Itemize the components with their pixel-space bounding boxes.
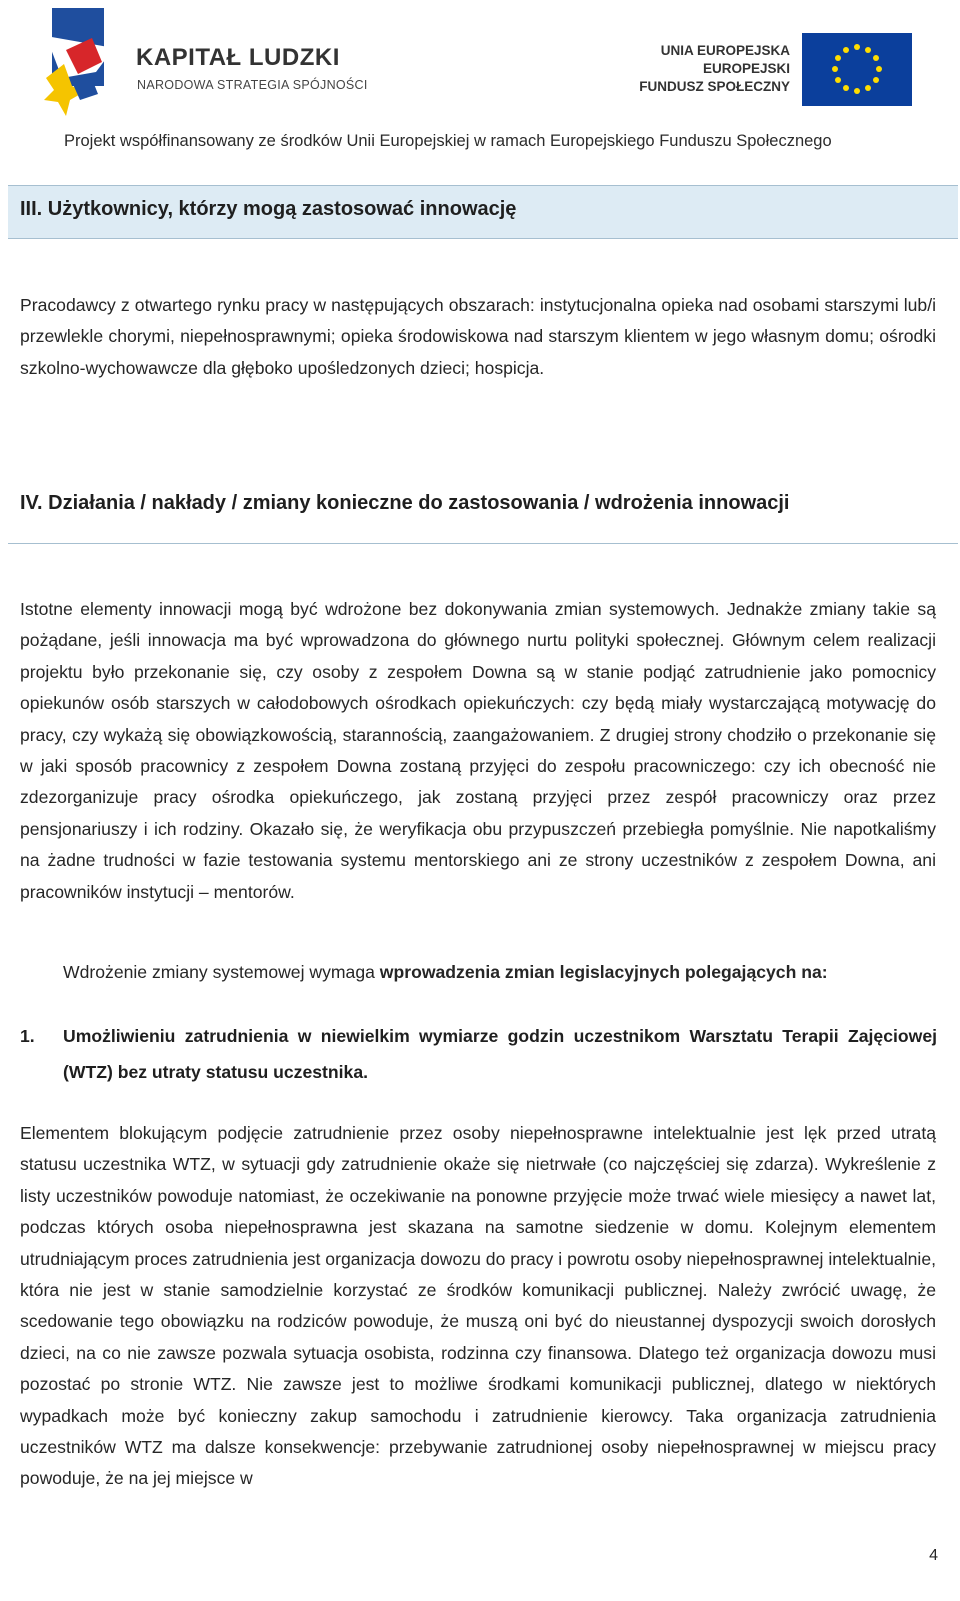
kapital-ludzki-title: KAPITAŁ LUDZKI bbox=[136, 44, 340, 71]
section-4-intro-bold: wprowadzenia zmian legislacyjnych polegających na: bbox=[379, 962, 828, 982]
section-4-intro bbox=[63, 957, 943, 988]
ue-line-1: UNIA EUROPEJSKA bbox=[660, 43, 790, 58]
section-4-title: IV. Działania / nakłady / zmiany konieczne do zastosowania / wdrożenia innowacji bbox=[20, 492, 790, 514]
kapital-ludzki-subtitle: NARODOWA STRATEGIA SPÓJNOŚCI bbox=[137, 78, 368, 92]
ue-line-2: EUROPEJSKI bbox=[702, 61, 790, 76]
project-cofinancing-line: Projekt współfinansowany ze środków Unii Europejskiej w ramach Europejskiego Funduszu Społecznego bbox=[64, 132, 832, 150]
page-number: 4 bbox=[929, 1547, 938, 1564]
eu-fund-label bbox=[639, 42, 790, 96]
section-4-paragraph-1: Istotne elementy innowacji mogą być wdrożone bez dokonywania zmian systemowych. Jednakże zmiany takie są pożądane, jeśli innowacja ma być wprowadzona do głównego nurtu polityki społecznej. Głównym celem realizacji projektu było przekonanie się, czy osoby z zespołem Downa są w stanie podjąć zatrudnienie jako pomocnicy opiekunów osób starszych w całodobowych ośrodkach opiekuńczych: czy będą miały wystarczającą motywację do pracy, czy wykażą się obowiązkowością, starannością, zaangażowaniem. Z drugiej strony chodziło o przekonanie się w jaki sposób pracownicy z zespołem Downa zostaną przyjęci do zespołu pracowniczego: czy ich obecność nie zdezorganizuje pracy ośrodka opiekuńczego, jak zostaną przyjęci przez zespół pracowniczy oraz przez pensjonariuszy i ich rodziny. Okazało się, że weryfikacja obu przypuszczeń przebiegła pomyślnie. Nie napotkaliśmy na żadne trudności w fazie testowania systemu mentorskiego ani ze strony uczestników z zespołem Downa, ani pracowników instytucji – mentorów. bbox=[20, 599, 936, 902]
section-3-title: III. Użytkownicy, którzy mogą zastosować innowację bbox=[20, 198, 517, 220]
section-4-header bbox=[8, 490, 958, 544]
section-3-header bbox=[8, 185, 958, 239]
eu-flag-icon bbox=[802, 33, 912, 106]
ue-line-3: FUNDUSZ SPOŁECZNY bbox=[639, 79, 790, 94]
list-item-number: 1. bbox=[20, 1026, 35, 1046]
section-4-paragraph-2: Elementem blokującym podjęcie zatrudnienie przez osoby niepełnosprawne intelektualnie jest lęk przed utratą statusu uczestnika WTZ, w sytuacji gdy zatrudnienie okaże się nietrwałe (co najczęściej się zdarza). Wykreślenie z listy uczestników powoduje natomiast, że oczekiwanie na ponowne przyjęcie może trwać wiele miesięcy a nawet lat, podczas których osoba niepełnosprawna jest skazana na samotne siedzenie w domu. Kolejnym elementem utrudniającym proces zatrudnienia jest organizacja dowozu do pracy i powrotu osoby niepełnosprawnej intelektualnie, która nie jest w stanie samodzielnie korzystać ze środków komunikacji publicznej. Należy zwrócić uwagę, że scedowanie tego obowiązku na rodziców powoduje, że muszą oni być do nieustannej dyspozycji swoich dorosłych dzieci, na co nie zawsze pozwala sytuacja osobista, rodzinna czy finansowa. Dlatego też organizacja dowozu musi pozostać po stronie WTZ. Nie zawsze jest to możliwe środkami komunikacji publicznej, dlatego w niektórych wypadkach może być konieczny zakup samochodu i zatrudnienie kierowcy. Taka organizacja zatrudnienia uczestników WTZ ma dalsze konsekwencje: przebywanie zatrudnionej osoby niepełnosprawnej w miejscu pracy powoduje, że na jej miejsce w bbox=[20, 1123, 936, 1489]
list-item-text: Umożliwieniu zatrudnienia w niewielkim wymiarze godzin uczestnikom Warsztatu Terapii Zajęciowej (WTZ) bez utraty statusu uczestnika. bbox=[63, 1026, 937, 1082]
section-3-paragraph: Pracodawcy z otwartego rynku pracy w następujących obszarach: instytucjonalna opieka nad osobami starszymi lub/i przewlekle chorymi, niepełnosprawnymi; opieka środowiskowa nad starszym klientem w jego własnym domu; ośrodki szkolno-wychowawcze dla głęboko upośledzonych dzieci; hospicja. bbox=[20, 295, 936, 378]
section-4-intro-plain: Wdrożenie zmiany systemowej wymaga bbox=[63, 962, 380, 982]
page-header bbox=[0, 0, 960, 170]
kapital-ludzki-logo-icon bbox=[44, 8, 116, 118]
